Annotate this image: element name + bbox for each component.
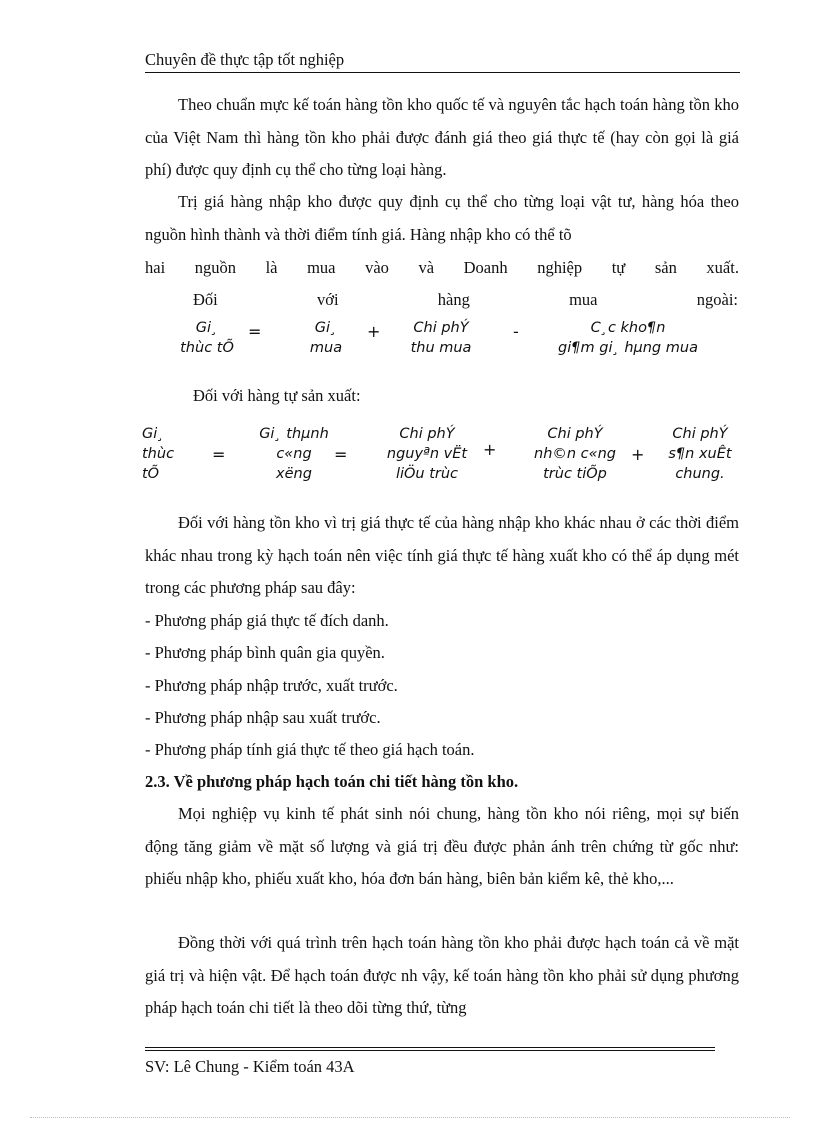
formula1-plus: + [367, 322, 381, 341]
self-produced-label: Đối với hàng tự sản xuất: [193, 386, 361, 405]
word: với [316, 290, 339, 309]
formula2-actual-price [142, 424, 182, 484]
formula-text: s¶n xuÊt [668, 446, 732, 462]
footer-divider [145, 1047, 715, 1048]
paragraph-source-documents: Mọi nghiệp vụ kinh tế phát sinh nói chung, hàng tồn kho nói riêng, mọi sự biến động tăng giảm về mặt số lượng và giá trị đều được phản ánh trên chứng từ gốc như: phiếu nhập kho, phiếu xuất kho, hóa đơn bán hàng, biên bản kiểm kê, thẻ kho,... [145, 804, 739, 888]
formula-text: thùc tÕ [180, 340, 234, 356]
formula-text: nh©n c«ng [534, 446, 616, 462]
formula2-overhead [656, 424, 744, 484]
formula-text: nguyªn vËt [386, 446, 468, 462]
paragraph-detailed-accounting: Đồng thời với quá trình trên hạch toán hàng tồn kho phải được hạch toán cả về mặt giá trị và hiện vật. Để hạch toán được nh vậy, kế toán hàng tồn kho phải sử dụng phương pháp hạch toán chi tiết là theo dõi từng thứ, từng [145, 933, 739, 1017]
paragraph-export-pricing: Đối với hàng tồn kho vì trị giá thực tế của hàng nhập kho khác nhau ở các thời điểm khác nhau trong kỳ hạch toán nên việc tính giá thực tế hàng xuất kho có thể áp dụng mét trong các phương pháp sau đây: [145, 513, 739, 597]
formula-text: Gi¸ [314, 320, 338, 336]
formula-text: Chi phÝ [399, 426, 455, 442]
word: hàng [437, 290, 470, 309]
formula-text: thu mua [410, 340, 472, 356]
formula-text: C¸c kho¶n [590, 320, 666, 336]
formula-text: gi¶m gi¸ hµng mua [558, 340, 698, 356]
list-item: - Phương pháp nhập sau xuất trước. [145, 708, 381, 727]
formula1-purchase-price [295, 318, 357, 358]
page-header: Chuyên đề thực tập tốt nghiệp [145, 50, 345, 69]
formula2-plus-1: + [483, 440, 497, 459]
list-item: - Phương pháp giá thực tế đích danh. [145, 611, 389, 630]
formula2-material-cost [372, 424, 482, 484]
formula-text: c«ng [276, 446, 312, 462]
word: mua [307, 258, 336, 277]
formula-text: Gi¸ [195, 320, 219, 336]
word: hai [145, 258, 166, 277]
section-heading: 2.3. Về phương pháp hạch toán chi tiết hàng tồn kho. [145, 772, 519, 791]
footer-divider-double [145, 1050, 715, 1051]
word: ngoài: [696, 290, 738, 309]
formula1-actual-price [172, 318, 242, 358]
formula-text: tÕ [142, 466, 160, 482]
word: xuất. [706, 258, 739, 277]
formula-text: Gi¸ [142, 426, 165, 442]
list-item: - Phương pháp bình quân gia quyền. [145, 643, 385, 662]
purchased-goods-line [193, 290, 738, 310]
formula-text: Chi phÝ [413, 320, 469, 336]
formula2-equals-2: = [334, 445, 348, 464]
word: là [265, 258, 278, 277]
formula1-discounts [548, 318, 708, 358]
word: vào [365, 258, 389, 277]
formula-text: trùc tiÕp [543, 466, 607, 482]
formula-text: thùc [142, 446, 175, 462]
formula2-plus-2: + [631, 445, 645, 464]
formula2-equals-1: = [212, 445, 226, 464]
formula-text: Gi¸ thµnh [259, 426, 329, 442]
formula-text: xëng [276, 466, 312, 482]
page-footer: SV: Lê Chung - Kiểm toán 43A [145, 1057, 355, 1076]
word: Doanh [463, 258, 508, 277]
formula-text: mua [309, 340, 343, 356]
formula1-equals: = [248, 322, 262, 341]
word: mua [569, 290, 598, 309]
formula-text: liÖu trùc [395, 466, 459, 482]
paragraph-import-value-line3 [145, 258, 739, 278]
formula-text: Chi phÝ [547, 426, 603, 442]
word: Đối [193, 290, 218, 309]
word: và [418, 258, 435, 277]
header-divider [145, 72, 740, 73]
page-bottom-edge [30, 1117, 790, 1118]
word: sản [654, 258, 677, 277]
paragraph-import-value: Trị giá hàng nhập kho được quy định cụ thể cho từng loại vật tư, hàng hóa theo nguồn hình thành và thời điểm tính giá. Hàng nhập kho có thể tõ [145, 192, 739, 244]
list-item: - Phương pháp tính giá thực tế theo giá hạch toán. [145, 740, 475, 759]
word: tự [611, 258, 626, 277]
formula-text: Chi phÝ [672, 426, 728, 442]
formula1-purchase-cost [398, 318, 484, 358]
formula-text: chung. [675, 466, 725, 482]
list-item: - Phương pháp nhập trước, xuất trước. [145, 676, 398, 695]
formula2-factory-cost [244, 424, 344, 484]
word: nguồn [194, 258, 236, 277]
word: nghiệp [537, 258, 583, 277]
formula1-minus: - [513, 322, 519, 341]
formula2-labor-cost [520, 424, 630, 484]
paragraph-valuation-principle: Theo chuẩn mực kế toán hàng tồn kho quốc tế và nguyên tắc hạch toán hàng tồn kho của Việt Nam thì hàng tồn kho phải được đánh giá theo giá thực tế (hay còn gọi là giá phí) được quy định cụ thể cho từng loại hàng. [145, 95, 739, 179]
